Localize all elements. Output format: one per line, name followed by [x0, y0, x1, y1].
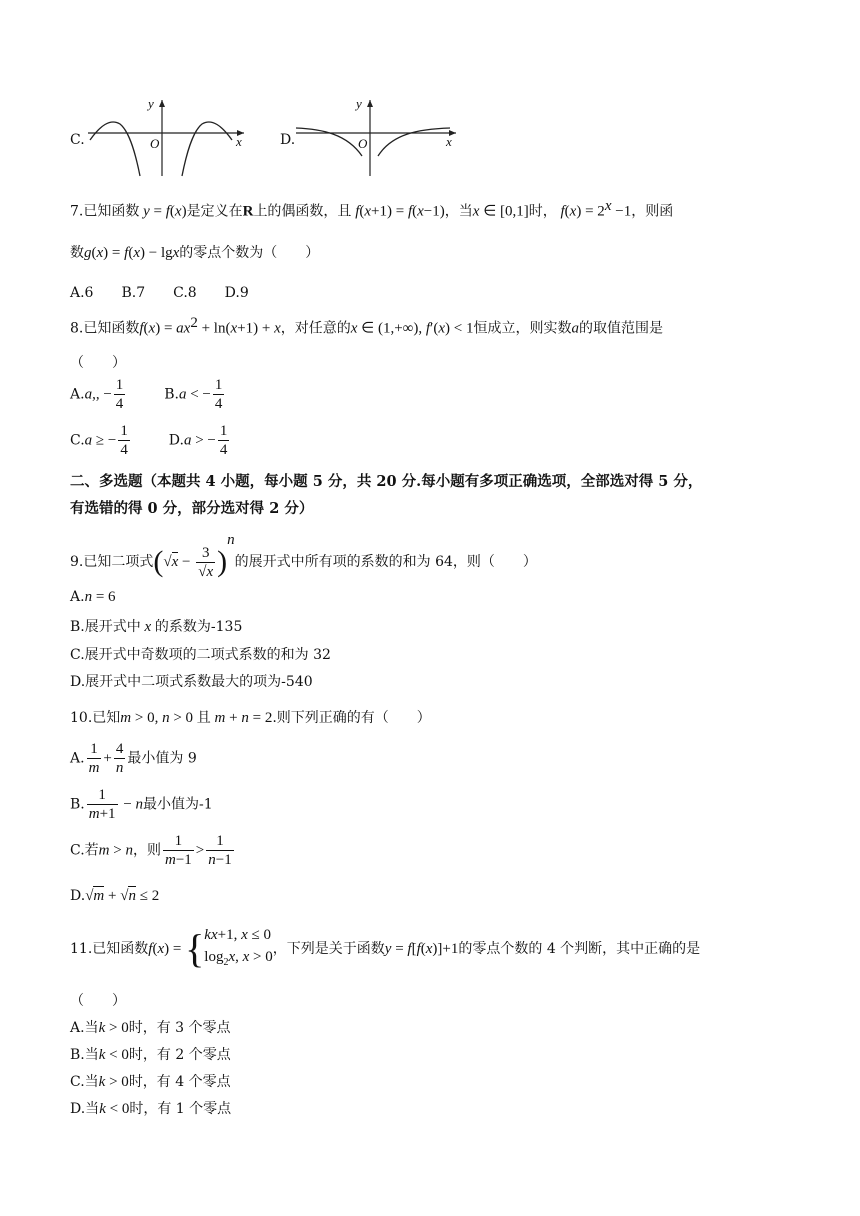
question-10-stem: 10.已知m > 0, n > 0 且 m + n = 2.则下列正确的有（ ） — [70, 710, 431, 726]
question-8-paren: （ ） — [70, 355, 126, 371]
section-2-heading-line2: 有选错的得 0 分，部分选对得 2 分） — [70, 500, 314, 517]
question-11-option-a: A.当k > 0时，有 3 个零点 — [70, 1020, 231, 1036]
question-7-line1: 7.已知函数 y = f(x)是定义在R上的偶函数，且 f(x+1) = f(x−1)，当x ∈ [0,1]时， $f(x) = 2^x -1$，则函 — [70, 198, 674, 220]
question-11-option-d: D.当k < 0时，有 1 个零点 — [70, 1101, 232, 1117]
graph-d-origin-label: O — [358, 136, 368, 151]
graph-d-x-label: x — [446, 134, 452, 149]
graph-d-y-label: y — [356, 96, 362, 111]
question-8-line1: 8.已知函数$f(x) = ax^2 + \ln(x+1) + x$，对任意的x ∈ (1,+∞), f′(x) < 1恒成立，则实数a的取值范围是 — [70, 315, 663, 337]
question-10-option-a: A. $\frac{1}{m}$ + $\frac{4}{n}$ 最小值为 9 — [70, 741, 197, 776]
question-11-stem: 11.已知函数f(x) = { kx+1, x ≤ 0 $\log_2x$, x > 0 ，下列是关于函数y = f[f(x)]+1的零点个数的 4 个判断，其中正确的是 — [70, 926, 701, 971]
question-9-stem: 9.已知二项式(√x − $\frac{3}{√x}$ )$^n$的展开式中所有项的系数的和为 64，则（ ） — [70, 532, 537, 580]
graph-c-origin-label: O — [150, 136, 160, 151]
question-10-option-c: C.若m > n，则 $\frac{1}{m-1}$ > $\frac{1}{n-1}$ — [70, 833, 232, 868]
question-9-option-a: A.n = 6 — [70, 589, 116, 605]
graph-c-y-label: y — [148, 96, 154, 111]
question-8-options-ab: A.a,, − $\frac{1}{4}$ B.a < − $\frac{1}{4}$ — [70, 377, 223, 412]
graph-c-label: C. — [70, 132, 85, 148]
graph-d-label: D. — [280, 132, 296, 148]
graph-c-plot — [82, 96, 252, 180]
question-9-option-c: C.展开式中奇数项的二项式系数的和为 32 — [70, 647, 331, 663]
question-10-option-b: B. $\frac{1}{m+1}$ − n最小值为-1 — [70, 787, 213, 822]
graph-d-plot — [292, 96, 462, 180]
question-9-option-b: B.展开式中 x 的系数为-135 — [70, 619, 243, 635]
question-7-options: A.6 B.7 C.8 D.9 — [70, 285, 249, 301]
graph-c-x-label: x — [236, 134, 242, 149]
question-9-option-d: D.展开式中二项式系数最大的项为-540 — [70, 674, 313, 690]
section-2-heading-line1: 二、多选题（本题共 4 小题，每小题 5 分，共 20 分.每小题有多项正确选项，全部选对得 5 分， — [70, 473, 703, 490]
question-11-option-b: B.当k < 0时，有 2 个零点 — [70, 1047, 231, 1063]
question-7-line2: 数g(x) = f(x) − lgx的零点个数为（ ） — [70, 245, 320, 261]
question-8-options-cd: C.a ≥ − $\frac{1}{4}$ D.a > − $\frac{1}{4}$ — [70, 423, 228, 458]
question-11-paren: （ ） — [70, 993, 126, 1009]
question-11-option-c: C.当k > 0时，有 4 个零点 — [70, 1074, 231, 1090]
question-10-option-d: D.√m + √n ≤ 2 — [70, 888, 160, 904]
